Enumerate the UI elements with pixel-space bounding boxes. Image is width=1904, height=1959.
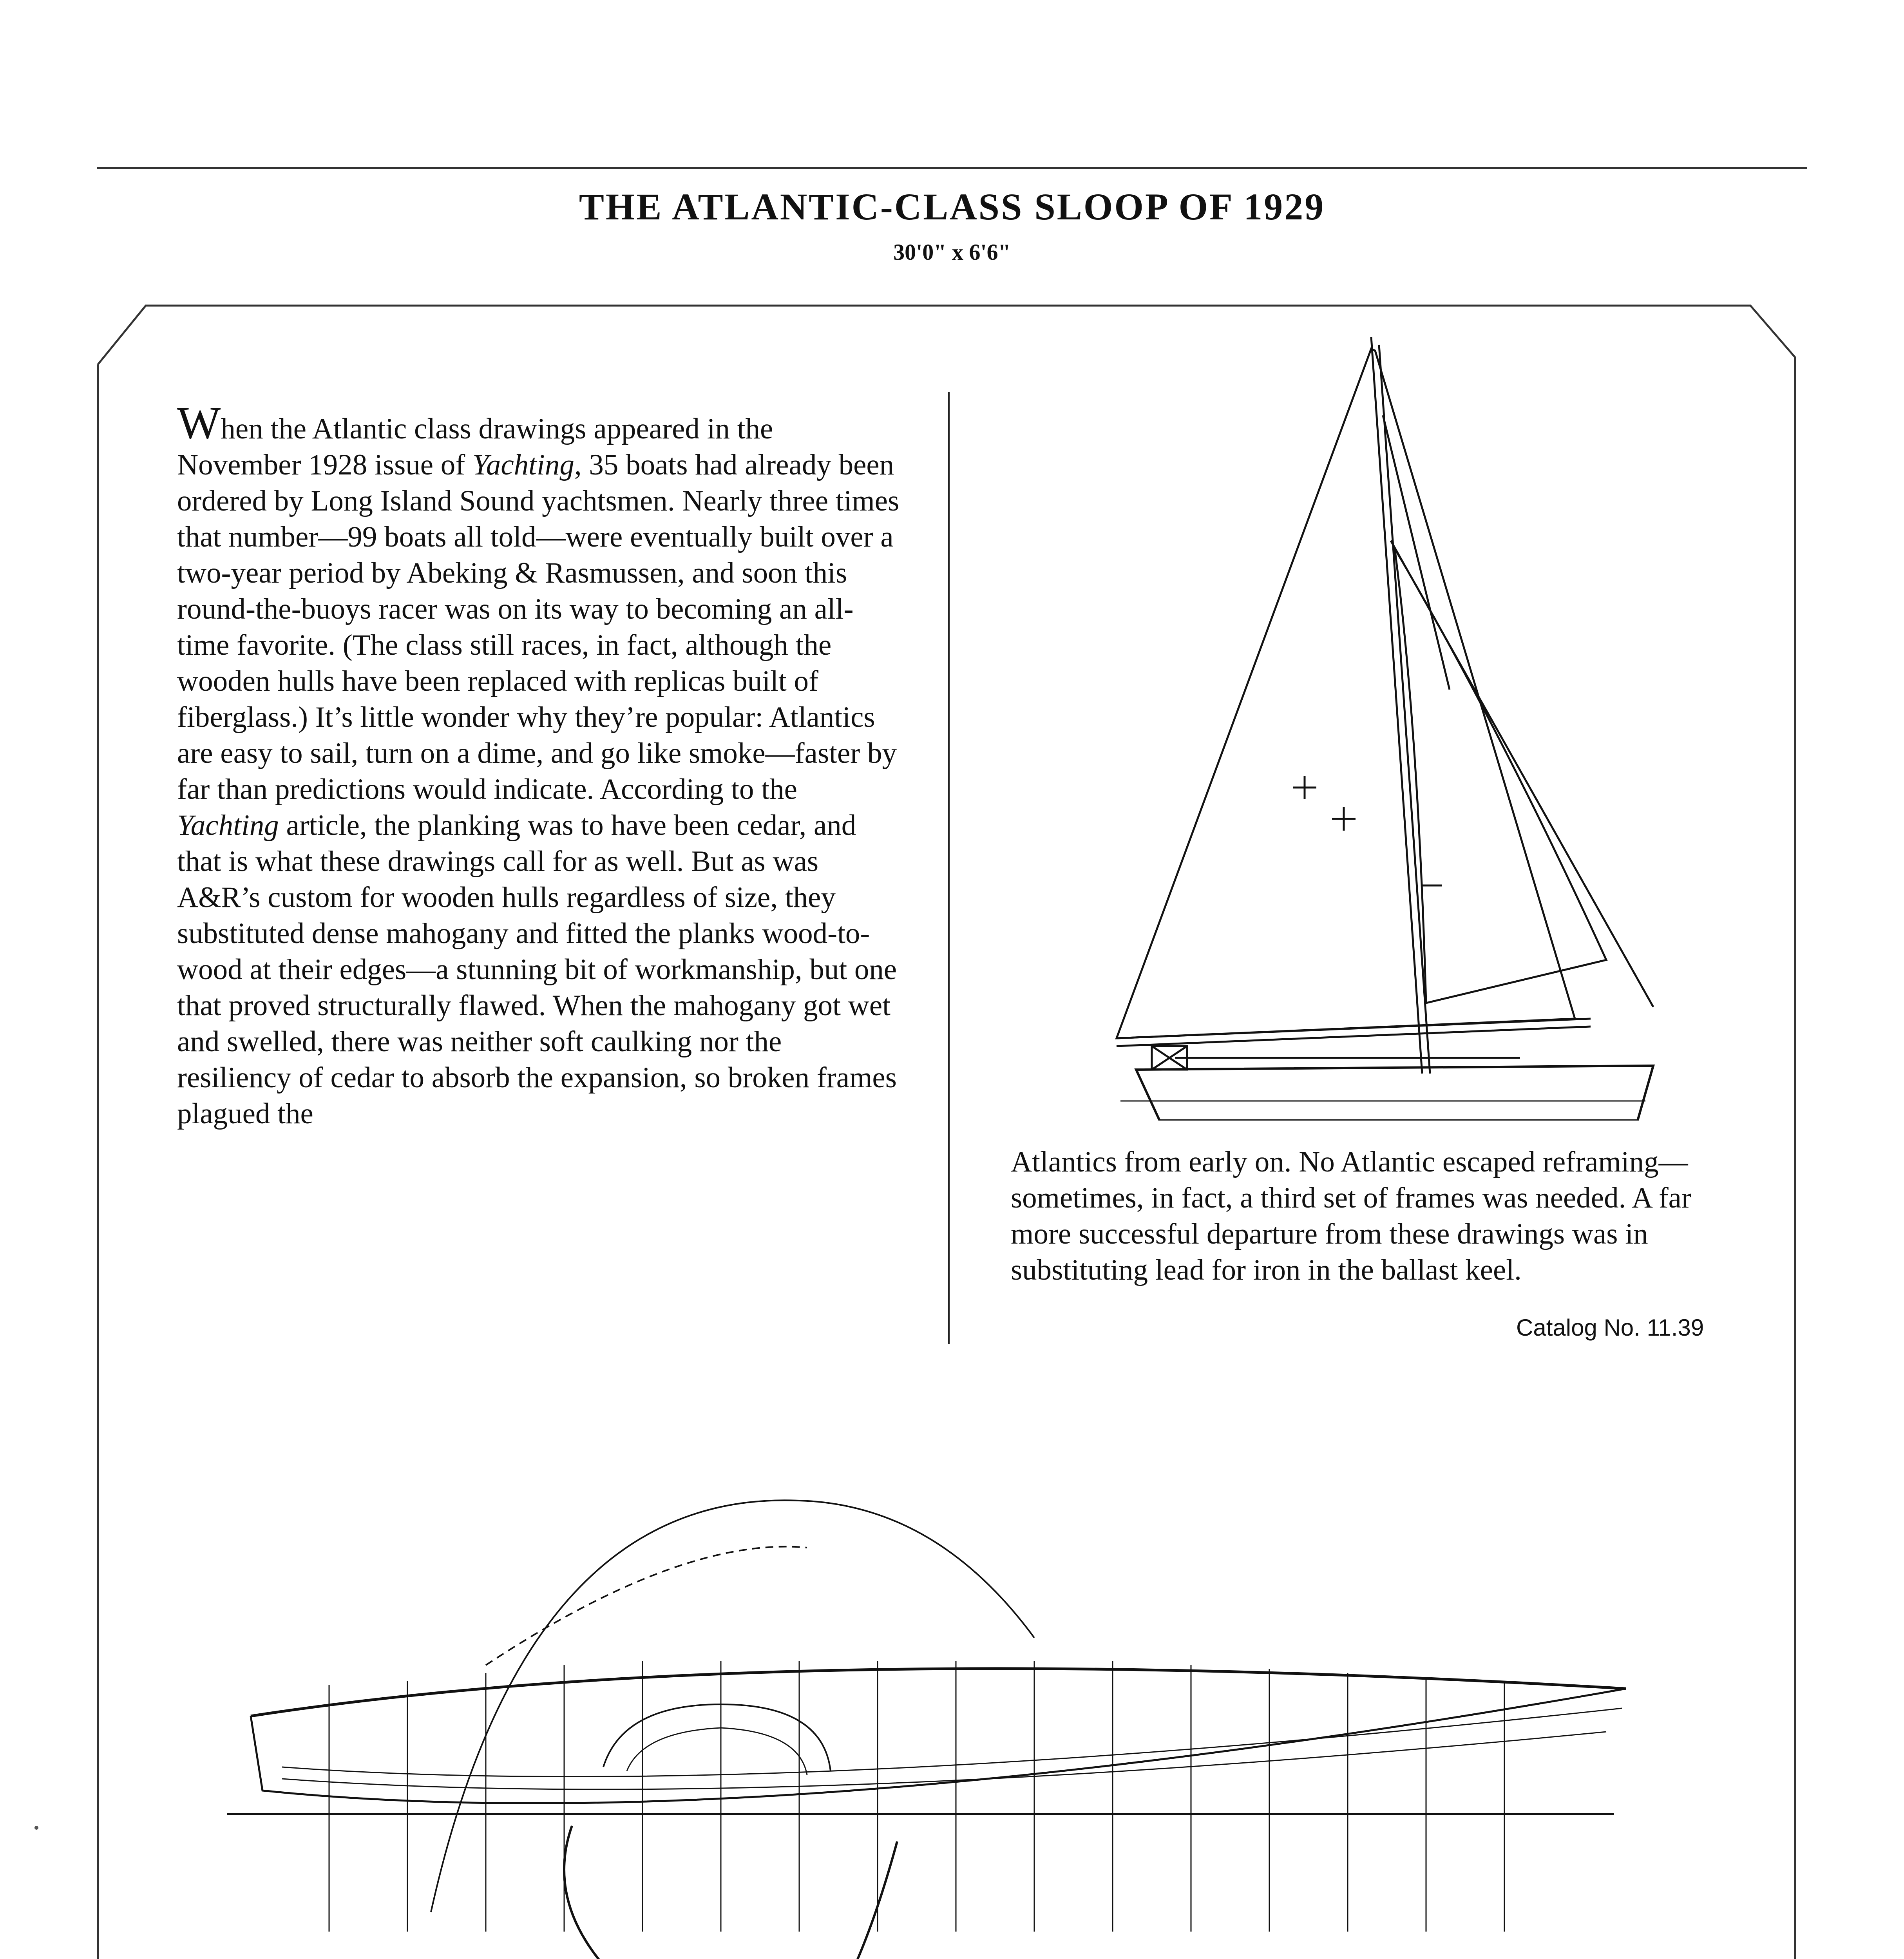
publication-name: Yachting — [472, 449, 574, 481]
sail-plan-drawing — [1058, 337, 1685, 1121]
boat-dimensions: 30'0" x 6'6" — [893, 239, 1011, 265]
article-text-part: article, the planking was to have been cedar, and that is what these drawings call for as well. But as was A&R’s custom for wooden hulls regardless of size, they substituted dense mahogany and fitted the planks wood-to-wood at their edges—a stunning bit of workmanship, but one that proved structurally flawed. When the mahogany got wet and swelled, there was neither soft caulking nor the resiliency of cedar to absorb the expansion, so broken frames plagued the — [177, 809, 897, 1130]
lines-plan-drawing — [212, 1489, 1661, 1959]
publication-name: Yachting — [177, 809, 279, 842]
catalog-number: Catalog No. 11.39 — [1516, 1314, 1704, 1341]
stray-mark — [34, 1826, 38, 1830]
article-text-left — [177, 397, 902, 1132]
article-text-part: , 35 boats had already been ordered by Long Island Sound yachtsmen. Nearly three times that number—99 boats all told—were eventually built over a two-year period by Abeking & Rasmussen, and soon this round-the-buoys racer was on its way to becoming an all-time favorite. (The class still races, in fact, although the wooden hulls have been replaced with replicas built of fiberglass.) It’s little wonder why they’re popular: Atlantics are easy to sail, turn on a dime, and go like smoke—faster by far than predictions would indicate. According to the — [177, 449, 900, 806]
page-title: THE ATLANTIC-CLASS SLOOP OF 1929 — [579, 186, 1325, 228]
article-text-part: hen the Atlantic class drawings appeared in the November 1928 issue of — [177, 413, 773, 481]
column-divider — [948, 392, 950, 1344]
drop-cap: W — [177, 397, 221, 449]
article-text-right: Atlantics from early on. No Atlantic escaped reframing—sometimes, in fact, a third set of frames was needed. A far more successful departure from these drawings was in substituting lead for iron in the ballast keel. — [1011, 1146, 1691, 1286]
